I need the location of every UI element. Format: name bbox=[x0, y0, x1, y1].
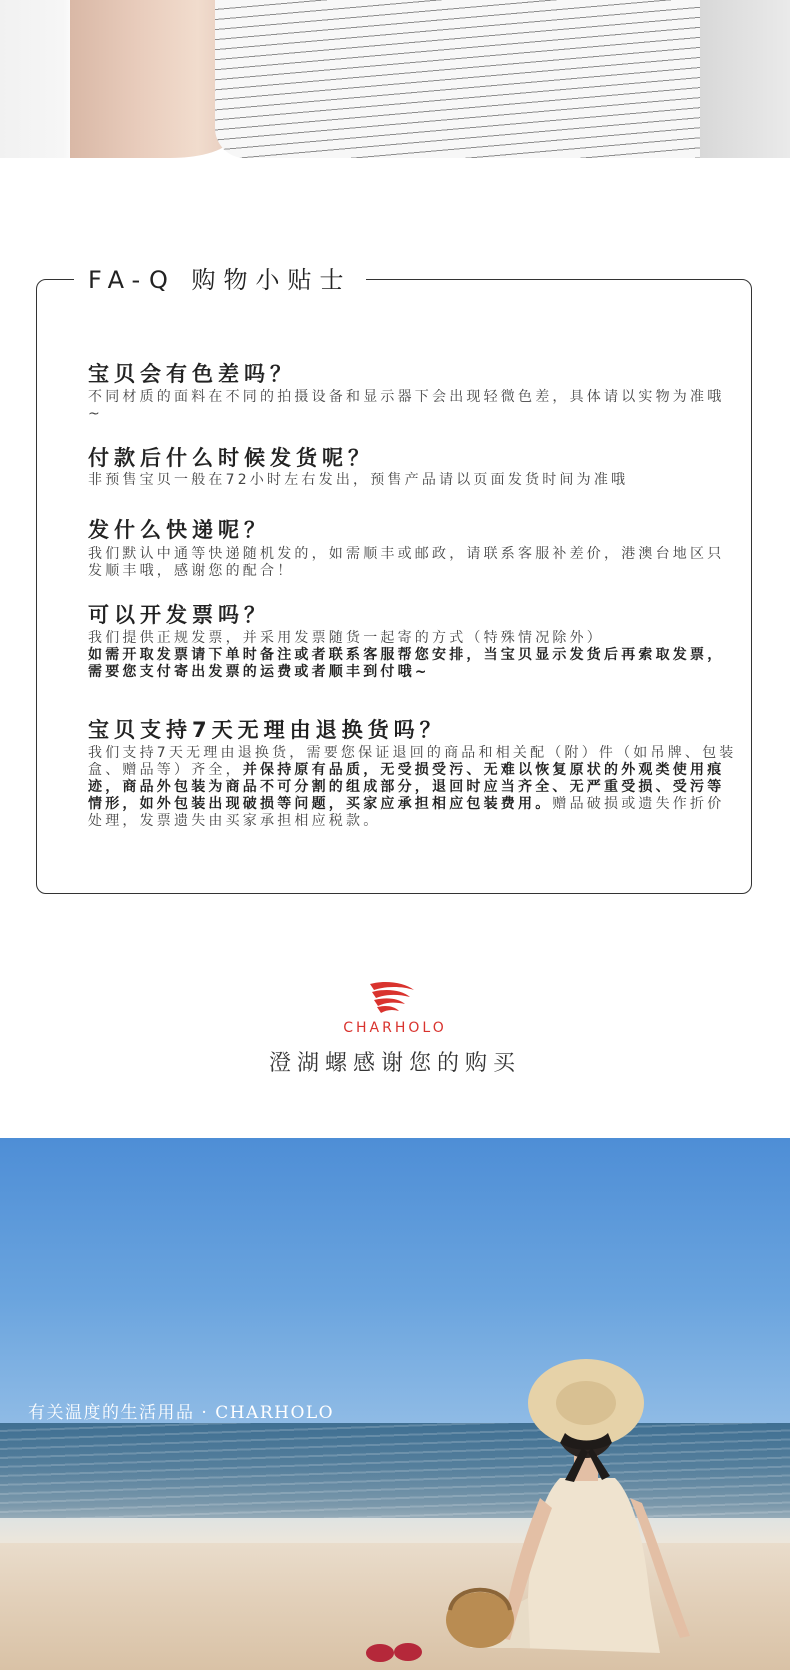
faq-answer-1: 不同材质的面料在不同的拍摄设备和显示器下会出现轻微色差，具体请以实物为准哦~ bbox=[88, 389, 725, 422]
faq-question-3: 发什么快递呢？ bbox=[88, 518, 270, 542]
striped-shirt bbox=[215, 0, 715, 158]
faq-answer-4-plain: 我们提供正规发票，并采用发票随货一起寄的方式（特殊情况除外） bbox=[88, 630, 604, 646]
faq-question-2: 付款后什么时候发货呢？ bbox=[88, 446, 374, 470]
faq-question-1: 宝贝会有色差吗？ bbox=[88, 362, 296, 386]
faq-answer-5-bold: 并保持原有品质，无受损受污、无难以恢复原状的外观类使用痕迹，商品外包装为商品不可分割的组成部分，退回时应当齐全、无严重受损、受污等情形，如外包装出现破损等问题，买家应承担相应包装费用。 bbox=[88, 762, 725, 812]
brand-name: CHARHOLO bbox=[343, 1020, 447, 1036]
faq-answer-4 bbox=[88, 630, 738, 681]
faq-answer-5-plain-1: 我们支持7天无理由退换货，需要您保证退回的商品和相关配（附）件（如吊牌、包装盒、赠品等）齐全， bbox=[88, 745, 737, 778]
faq-answer-5-plain-2: 赠品破损或遗失作折价处理，发票遗失由买家承担相应税款。 bbox=[88, 796, 725, 829]
top-product-photo bbox=[0, 0, 790, 158]
banner-caption: 有关温度的生活用品 · CHARHOLO bbox=[28, 1403, 335, 1423]
thanks-message: 澄湖螺感谢您的购买 bbox=[268, 1051, 521, 1076]
faq-question-4: 可以开发票吗？ bbox=[88, 603, 270, 627]
faq-question-5: 宝贝支持7天无理由退换货吗？ bbox=[88, 718, 446, 742]
faq-answer-3: 我们默认中通等快递随机发的，如需顺丰或邮政，请联系客服补差价，港澳台地区只发顺丰哦，感谢您的配合！ bbox=[88, 546, 725, 579]
woman-on-beach-illustration bbox=[360, 1348, 790, 1670]
faq-title: FA-Q 购物小贴士 bbox=[74, 262, 366, 298]
faq-answer-4-bold: 如需开取发票请下单时备注或者联系客服帮您安排，当宝贝显示发货后再索取发票，需要您支付寄出发票的运费或者顺丰到付哦~ bbox=[88, 647, 725, 680]
charholo-swirl-logo-icon bbox=[364, 978, 418, 1016]
model-arm bbox=[70, 0, 230, 158]
faq-answer-2: 非预售宝贝一般在72小时左右发出，预售产品请以页面发货时间为准哦 bbox=[88, 472, 629, 488]
photo-background bbox=[700, 0, 790, 158]
faq-answer-5 bbox=[88, 745, 738, 830]
